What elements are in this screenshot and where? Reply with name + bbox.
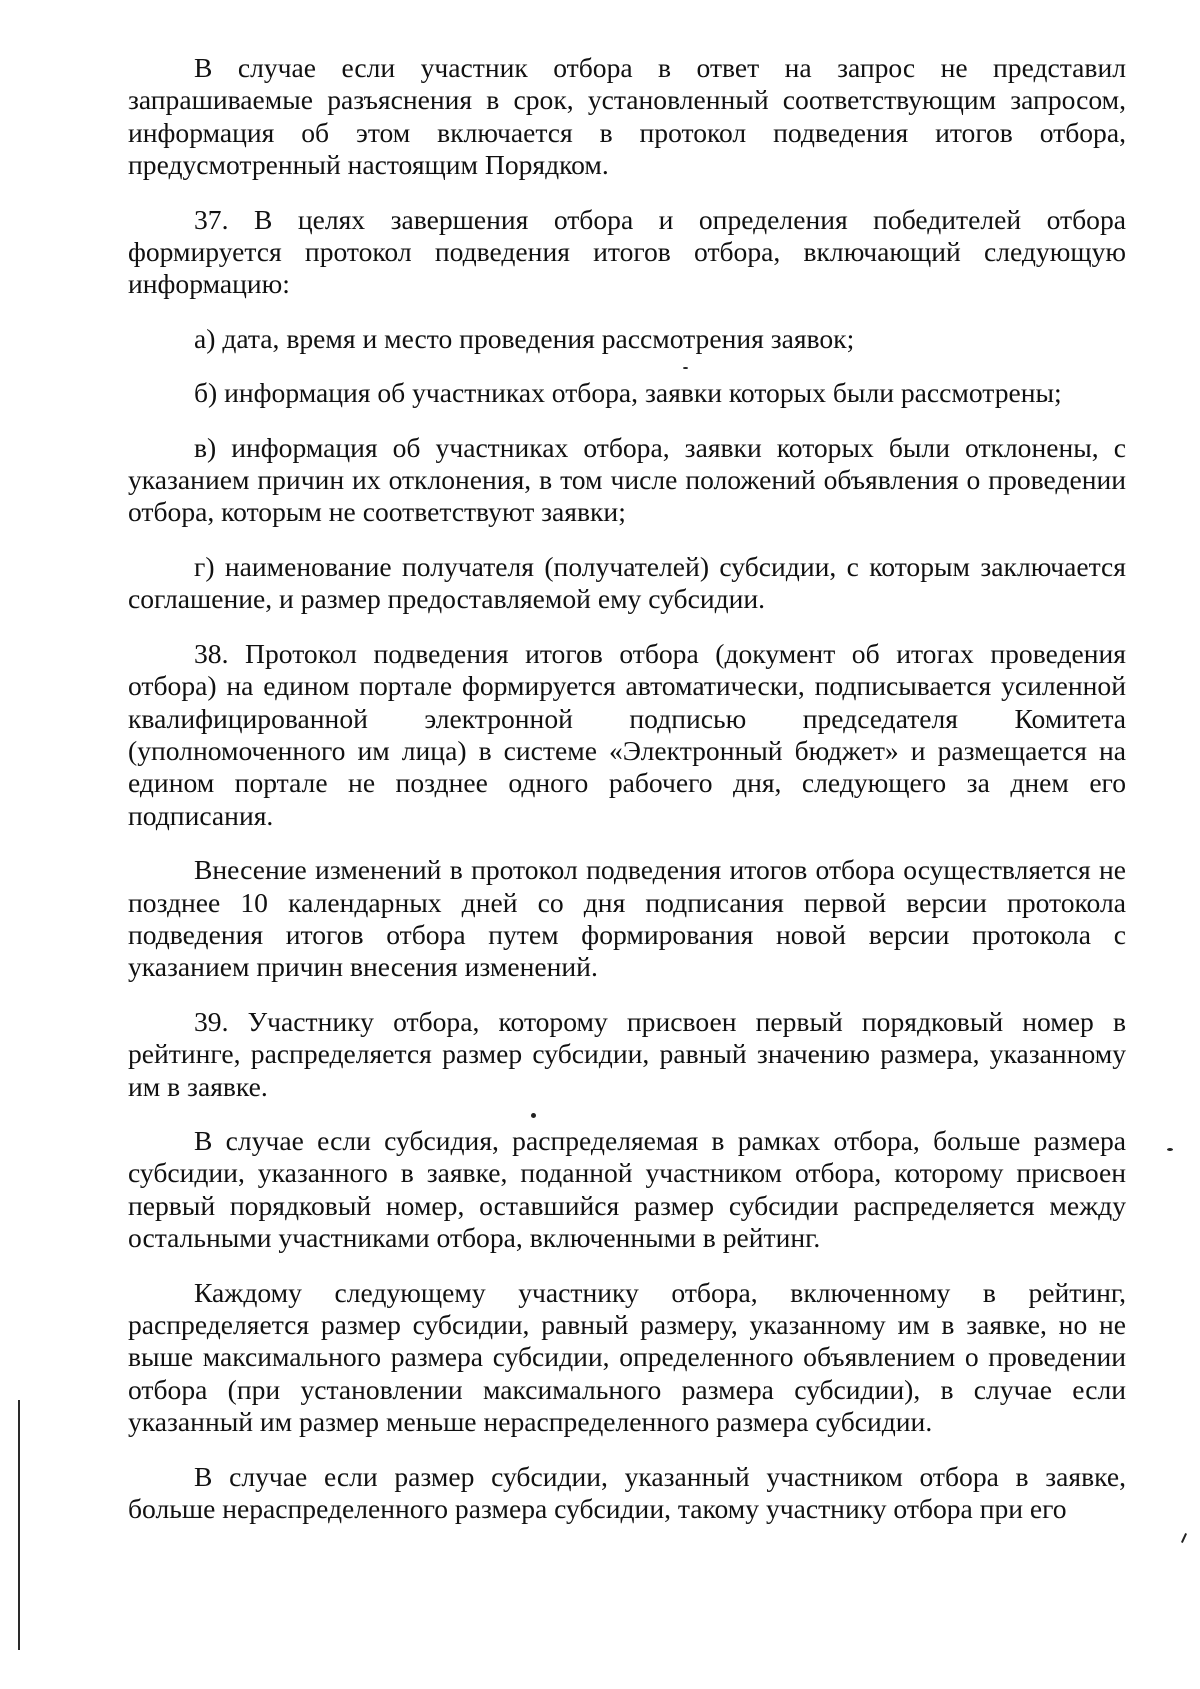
scan-mark bbox=[1181, 1533, 1187, 1543]
list-item-37b: б) информация об участниках отбора, заявки которых были рассмотрены; bbox=[194, 377, 1062, 409]
paragraph-39-remaining: В случае если субсидия, распределяемая в рамках отбора, больше размера субсидии, указанного в заявке, поданной участником отбора, которому присвоен первый порядковый номер, оставшийся размер субсидии распределяется между остальными участниками отбора, включенными в рейтинг. bbox=[128, 1124, 1126, 1254]
paragraph-38: 38. Протокол подведения итогов отбора (документ об итогах проведения отбора) на едином портале формируется автоматически, подписывается усиленной квалифицированной электронной подписью председателя Комитета (уполномоченного им лица) в системе «Электронный бюджет» и размещается на едином портале не позднее одного рабочего дня, следующего за днем его подписания. bbox=[128, 637, 1126, 831]
paragraph-39: 39. Участнику отбора, которому присвоен первый порядковый номер в рейтинге, распределяется размер субсидии, равный значению размера, указанному им в заявке. bbox=[128, 1005, 1126, 1102]
scan-speck bbox=[1167, 1148, 1173, 1151]
scan-margin-line bbox=[18, 1400, 20, 1650]
document-body bbox=[128, 52, 1126, 1547]
paragraph-37: 37. В целях завершения отбора и определения победителей отбора формируется протокол подведения итогов отбора, включающий следующую информацию: bbox=[128, 203, 1126, 300]
list-item-37a: а) дата, время и место проведения рассмотрения заявок; bbox=[194, 322, 855, 354]
list-item-37d: г) наименование получателя (получателей) субсидии, с которым заключается соглашение, и размер предоставляемой ему субсидии. bbox=[128, 550, 1126, 615]
paragraph-38-changes: Внесение изменений в протокол подведения итогов отбора осуществляется не позднее 10 календарных дней со дня подписания первой версии протокола подведения итогов отбора путем формирования новой версии протокола с указанием причин внесения изменений. bbox=[128, 854, 1126, 983]
paragraph-39-exceeds: В случае если размер субсидии, указанный участником отбора в заявке, больше нераспределенного размера субсидии, такому участнику отбора при его bbox=[128, 1460, 1126, 1525]
list-item-37c: в) информация об участниках отбора, заявки которых были отклонены, с указанием причин их отклонения, в том числе положений объявления о проведении отбора, которым не соответствуют заявки; bbox=[128, 431, 1126, 528]
paragraph-response-clarification: В случае если участник отбора в ответ на запрос не представил запрашиваемые разъяснения в срок, установленный соответствующим запросом, информация об этом включается в протокол подведения итогов отбора, предусмотренный настоящим Порядком. bbox=[128, 52, 1126, 181]
paragraph-39-next-participant: Каждому следующему участнику отбора, включенному в рейтинг, распределяется размер субсидии, равный размеру, указанному им в заявке, но не выше максимального размера субсидии, определенного объявлением о проведении отбора (при установлении максимального размера субсидии), в случае если указанный им размер меньше нераспределенного размера субсидии. bbox=[128, 1276, 1126, 1438]
